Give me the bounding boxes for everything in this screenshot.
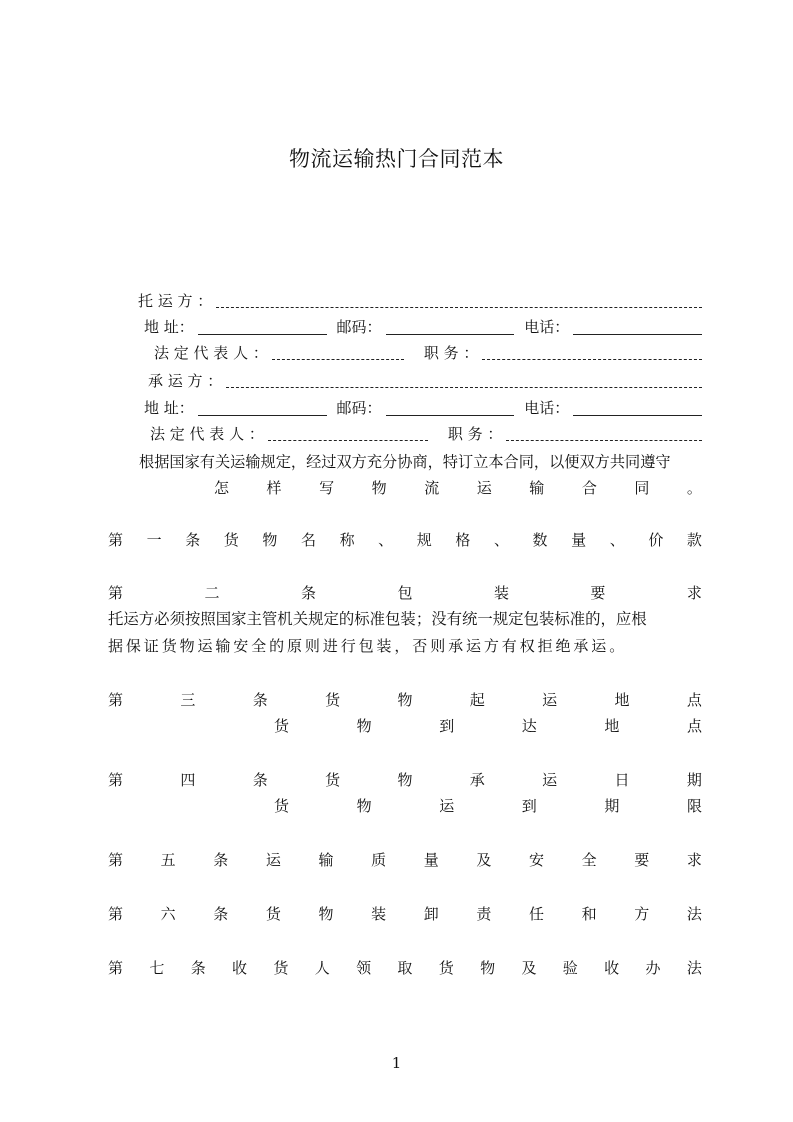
carrier-rep-line (108, 422, 702, 446)
carrier-address-line (108, 396, 702, 420)
article3-char: 条 (252, 691, 268, 709)
article3-char: 运 (542, 691, 558, 709)
article3-char: 起 (469, 691, 485, 709)
article7-char: 货 (273, 959, 289, 977)
article7-char: 领 (356, 959, 372, 977)
article1-char: 、 (378, 531, 394, 549)
article5-char: 全 (581, 851, 597, 869)
article3-char: 第 (108, 691, 124, 709)
article4-sub-char: 物 (356, 797, 372, 815)
article3-sub-char: 达 (521, 717, 537, 735)
carrier-phone-label: 电话： (524, 399, 570, 417)
article1-char: 货 (223, 531, 239, 549)
article7-char: 办 (645, 959, 661, 977)
shipper-position-blank[interactable] (482, 347, 702, 360)
article4-sub-char: 运 (439, 797, 455, 815)
article5-char: 第 (108, 851, 124, 869)
shipper-phone-blank[interactable] (573, 320, 702, 335)
shipper-postcode-label: 邮码： (336, 318, 382, 336)
carrier-phone-blank[interactable] (573, 401, 702, 416)
carrier-postcode-blank[interactable] (386, 401, 515, 416)
article1-char: 、 (609, 531, 625, 549)
carrier-address-label: 地 址： (144, 399, 194, 417)
article-4-sub (108, 794, 702, 818)
article5-char: 要 (634, 851, 650, 869)
article7-char: 货 (438, 959, 454, 977)
carrier-position-label: 职 务 ： (447, 425, 503, 443)
howto-char: 样 (266, 479, 282, 497)
carrier-rep-blank[interactable] (268, 428, 428, 441)
shipper-phone-label: 电话： (524, 318, 570, 336)
shipper-line (108, 289, 702, 313)
article6-char: 和 (581, 905, 597, 923)
article3-char: 物 (397, 691, 413, 709)
shipper-rep-blank[interactable] (272, 347, 404, 360)
article7-char: 收 (604, 959, 620, 977)
article1-char: 名 (300, 531, 316, 549)
article3-sub-char: 点 (686, 717, 702, 735)
article6-char: 责 (476, 905, 492, 923)
shipper-address-label: 地 址： (144, 318, 194, 336)
article5-char: 求 (686, 851, 702, 869)
article3-char: 地 (614, 691, 630, 709)
article5-char: 量 (423, 851, 439, 869)
howto-char: 物 (371, 479, 387, 497)
howto-char: 合 (581, 479, 597, 497)
article1-char: 款 (686, 531, 702, 549)
article7-char: 收 (232, 959, 248, 977)
article7-char: 条 (190, 959, 206, 977)
article3-sub-char: 货 (274, 717, 290, 735)
article2-char: 要 (590, 584, 606, 602)
article1-char: 数 (532, 531, 548, 549)
article4-char: 货 (325, 771, 341, 789)
shipper-address-line (108, 315, 702, 339)
article5-char: 输 (318, 851, 334, 869)
article6-char: 六 (160, 905, 176, 923)
article2-char: 第 (108, 584, 124, 602)
article-4 (108, 768, 702, 792)
article6-char: 物 (318, 905, 334, 923)
article5-char: 安 (529, 851, 545, 869)
article-2-body-line-2: 据保证货物运输安全的原则进行包装，否则承运方有权拒绝承运。 (108, 637, 628, 655)
article3-char: 货 (325, 691, 341, 709)
article4-sub-char: 限 (686, 797, 702, 815)
article3-char: 点 (686, 691, 702, 709)
article4-sub-char: 到 (521, 797, 537, 815)
article4-char: 四 (180, 771, 196, 789)
carrier-rep-label: 法 定 代 表 人 ： (150, 425, 264, 443)
carrier-position-blank[interactable] (506, 428, 702, 441)
article-1 (108, 528, 702, 552)
article4-char: 期 (686, 771, 702, 789)
article1-char: 、 (493, 531, 509, 549)
article-6 (108, 902, 702, 926)
article6-char: 卸 (423, 905, 439, 923)
article6-char: 第 (108, 905, 124, 923)
howto-char: 。 (686, 479, 702, 497)
article1-char: 格 (455, 531, 471, 549)
howto-char: 同 (634, 479, 650, 497)
article1-char: 一 (146, 531, 162, 549)
howto-char: 写 (319, 479, 335, 497)
article6-char: 装 (371, 905, 387, 923)
article4-char: 承 (469, 771, 485, 789)
document-title: 物流运输热门合同范本 (289, 147, 504, 171)
shipper-label: 托 运 方 ： (138, 292, 213, 310)
article4-char: 日 (614, 771, 630, 789)
article1-char: 物 (262, 531, 278, 549)
carrier-address-blank[interactable] (198, 401, 327, 416)
howto-char: 运 (476, 479, 492, 497)
shipper-position-label: 职 务 ： (423, 344, 479, 362)
article2-char: 包 (397, 584, 413, 602)
article-2-body-line-1: 托运方必须按照国家主管机关规定的标准包装；没有统一规定包装标准的，应根 (108, 610, 647, 628)
howto-char: 输 (529, 479, 545, 497)
article-7 (108, 956, 702, 980)
article-5 (108, 848, 702, 872)
article7-char: 人 (314, 959, 330, 977)
shipper-address-blank[interactable] (198, 320, 327, 335)
shipper-blank[interactable] (216, 295, 702, 308)
howto-line (108, 476, 702, 500)
article1-char: 称 (339, 531, 355, 549)
article2-char: 二 (204, 584, 220, 602)
article1-char: 条 (185, 531, 201, 549)
article6-char: 法 (686, 905, 702, 923)
article6-char: 方 (634, 905, 650, 923)
carrier-line (108, 369, 702, 393)
preamble: 根据国家有关运输规定，经过双方充分协商，特订立本合同，以便双方共同遵守 (139, 453, 671, 471)
article-2 (108, 581, 702, 605)
article4-sub-char: 期 (604, 797, 620, 815)
article1-char: 规 (416, 531, 432, 549)
article5-char: 条 (213, 851, 229, 869)
article7-char: 七 (149, 959, 165, 977)
article7-char: 第 (108, 959, 124, 977)
howto-char: 怎 (214, 479, 230, 497)
article-3 (108, 688, 702, 712)
article1-char: 量 (571, 531, 587, 549)
article6-char: 任 (529, 905, 545, 923)
article5-char: 五 (160, 851, 176, 869)
article4-sub-char: 货 (274, 797, 290, 815)
article7-char: 及 (521, 959, 537, 977)
article4-char: 物 (397, 771, 413, 789)
article7-char: 物 (480, 959, 496, 977)
article7-char: 取 (397, 959, 413, 977)
shipper-rep-line (108, 341, 702, 365)
article2-char: 装 (493, 584, 509, 602)
article4-char: 运 (542, 771, 558, 789)
article7-char: 法 (686, 959, 702, 977)
article3-sub-char: 到 (439, 717, 455, 735)
shipper-postcode-blank[interactable] (386, 320, 515, 335)
carrier-blank[interactable] (226, 375, 702, 388)
article6-char: 条 (213, 905, 229, 923)
article4-char: 条 (252, 771, 268, 789)
carrier-label: 承 运 方 ： (148, 372, 223, 390)
article3-char: 三 (180, 691, 196, 709)
article5-char: 运 (265, 851, 281, 869)
article3-sub-char: 物 (356, 717, 372, 735)
article5-char: 及 (476, 851, 492, 869)
article4-char: 第 (108, 771, 124, 789)
shipper-rep-label: 法 定 代 表 人 ： (154, 344, 268, 362)
article7-char: 验 (562, 959, 578, 977)
howto-char: 流 (424, 479, 440, 497)
carrier-postcode-label: 邮码： (336, 399, 382, 417)
article2-char: 求 (686, 584, 702, 602)
article1-char: 价 (648, 531, 664, 549)
article6-char: 货 (265, 905, 281, 923)
page-number: 1 (391, 1054, 402, 1072)
article3-sub-char: 地 (604, 717, 620, 735)
article2-char: 条 (300, 584, 316, 602)
article5-char: 质 (371, 851, 387, 869)
article-3-sub (108, 714, 702, 738)
article1-char: 第 (108, 531, 124, 549)
